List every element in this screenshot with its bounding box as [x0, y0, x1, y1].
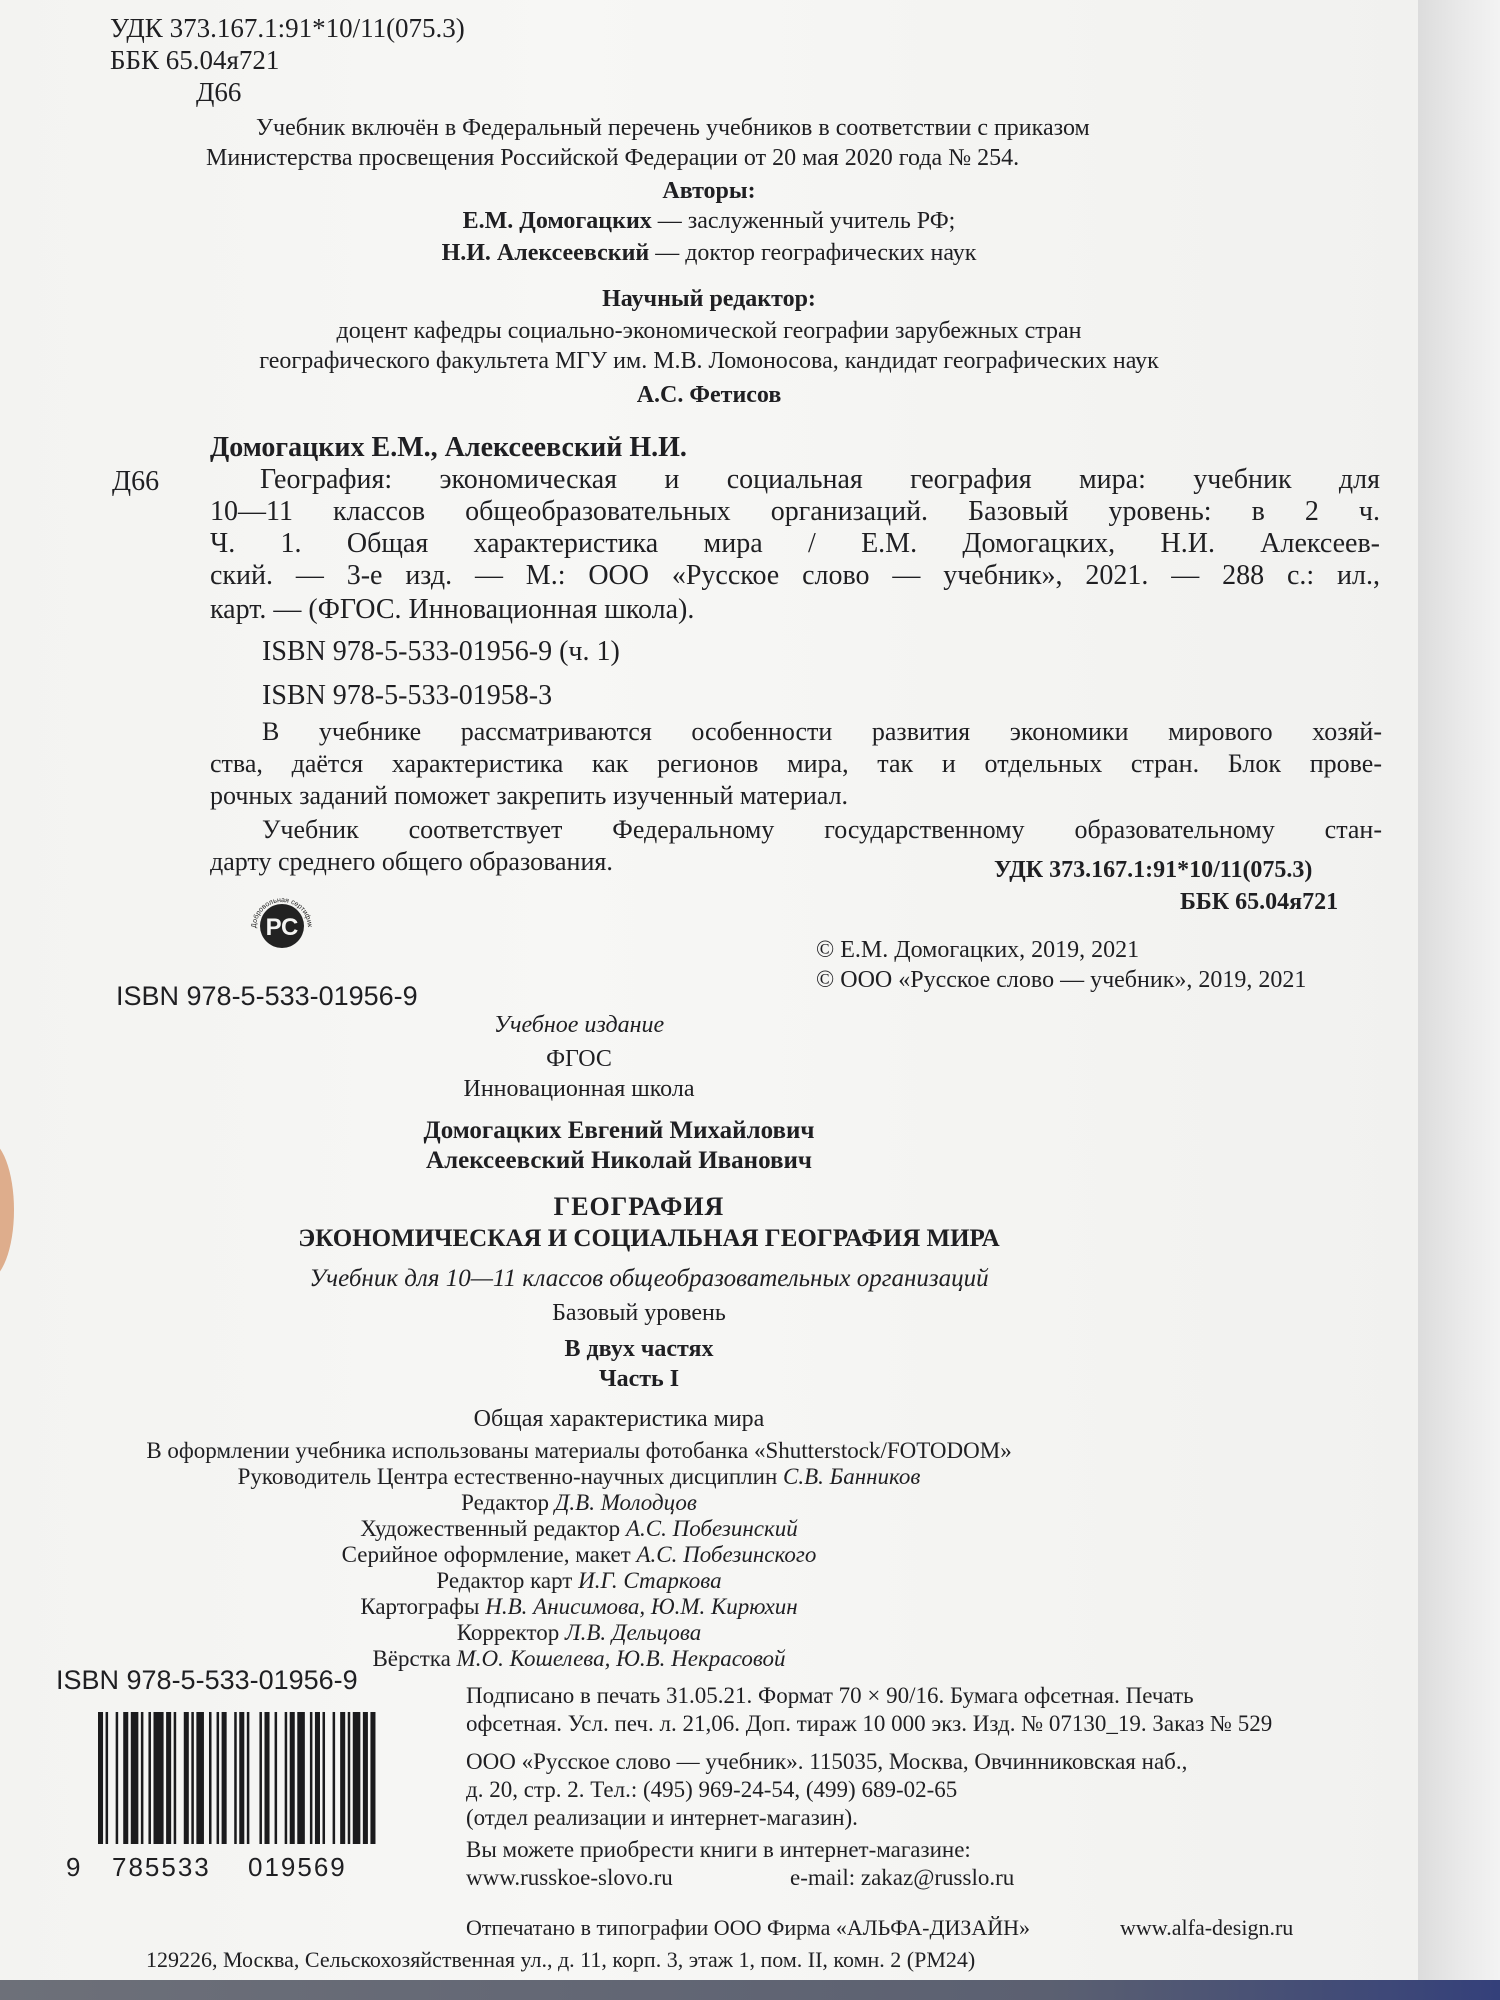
barcode-digits-right: 019569 — [248, 1852, 347, 1882]
parts-line: В двух частях — [564, 1336, 714, 1362]
barcode-digits-left: 785533 — [112, 1852, 211, 1882]
series-label: Инновационная школа — [463, 1076, 695, 1102]
editor-line: доцент кафедры социально-экономической географии зарубежных стран — [336, 318, 1082, 344]
abstract-line: ства, даётся характеристика как регионов мира, так и отдельных стран. Блок прове- — [210, 749, 1382, 778]
certification-logo — [248, 888, 316, 956]
credit-line: Редактор Д.В. Молодцов — [461, 1490, 697, 1515]
abstract-line: В учебнике рассматриваются особенности развития экономики мирового хозяй- — [262, 717, 1382, 746]
credit-line: Картографы Н.В. Анисимова, Ю.М. Кирюхин — [360, 1594, 798, 1619]
udk-code: УДК 373.167.1:91*10/11(075.3) — [110, 13, 465, 43]
level-line: Базовый уровень — [552, 1300, 726, 1326]
barcode-digit: 9 — [66, 1852, 83, 1882]
isbn-part: ISBN 978-5-533-01956-9 (ч. 1) — [262, 636, 620, 667]
publisher-line: (отдел реализации и интернет-магазин). — [466, 1805, 858, 1830]
publisher-line: д. 20, стр. 2. Тел.: (495) 969-24-54, (499) 689-02-65 — [466, 1777, 958, 1802]
cert-arc-text: Добровольная сертифик — [250, 896, 314, 929]
email-link[interactable]: e-mail: zakaz@russlo.ru — [790, 1865, 1015, 1890]
authors-heading: Авторы: — [662, 178, 756, 204]
author-name: Н.И. Алексеевский — [441, 240, 650, 266]
full-author-name: Домогацких Евгений Михайлович — [423, 1117, 815, 1144]
biblio-line: Ч. 1. Общая характеристика мира / Е.М. Домогацких, Н.И. Алексеев- — [210, 528, 1380, 559]
bbk-code: ББК 65.04я721 — [110, 45, 280, 75]
standard-line: дарту среднего общего образования. — [210, 847, 613, 876]
author-line — [0, 238, 1418, 268]
credit-line: Корректор Л.В. Дельцова — [456, 1620, 702, 1645]
website-link[interactable]: www.russkoe-slovo.ru — [466, 1865, 673, 1890]
federal-list-line: Учебник включён в Федеральный перечень учебников в соответствии с приказом — [256, 115, 1090, 141]
part-title: Общая характеристика мира — [473, 1406, 765, 1432]
print-line: Подписано в печать 31.05.21. Формат 70 × 90/16. Бумага офсетная. Печать — [466, 1683, 1194, 1708]
credit-line: Художественный редактор А.С. Побезинский — [360, 1516, 798, 1541]
book-title: ГЕОГРАФИЯ — [553, 1192, 725, 1221]
printer-site-link[interactable]: www.alfa-design.ru — [1120, 1915, 1294, 1940]
copyright-line: © Е.М. Домогацких, 2019, 2021 — [816, 937, 1140, 963]
author-line — [0, 206, 1418, 236]
book-cover-edge — [0, 1980, 1500, 2000]
credit-line: Серийное оформление, макет А.С. Побезинского — [341, 1542, 817, 1567]
printer-address: 129226, Москва, Сельскохозяйственная ул., д. 11, корп. 3, этаж 1, пом. II, комн. 2 (РМ24) — [146, 1947, 976, 1972]
copyright-line: © ООО «Русское слово — учебник», 2019, 2021 — [816, 967, 1307, 993]
author-name: Е.М. Домогацких — [462, 208, 652, 234]
credit-line: Вёрстка М.О. Кошелева, Ю.В. Некрасовой — [372, 1646, 786, 1671]
shop-line: Вы можете приобрести книги в интернет-магазине: — [466, 1837, 971, 1862]
barcode-bars — [98, 1712, 378, 1844]
author-title: — заслуженный учитель РФ; — [651, 208, 956, 234]
abstract-line: рочных заданий поможет закрепить изученный материал. — [210, 781, 849, 810]
audience-line: Учебник для 10—11 классов общеобразовательных организаций — [309, 1265, 989, 1292]
credit-line: Редактор карт И.Г. Старкова — [436, 1568, 722, 1593]
udk-code-right: УДК 373.167.1:91*10/11(075.3) — [994, 857, 1313, 883]
author-title: — доктор географических наук — [649, 240, 977, 266]
edition-type: Учебное издание — [493, 1012, 665, 1038]
book-spine — [1418, 0, 1500, 2000]
part-line: Часть I — [598, 1366, 680, 1392]
barcode-isbn: ISBN 978-5-533-01956-9 — [56, 1665, 358, 1695]
editor-name: А.С. Фетисов — [636, 382, 782, 408]
credit-line: В оформлении учебника использованы материалы фотобанка «Shutterstock/FOTODOM» — [146, 1438, 1012, 1463]
cert-glyph: РС — [265, 914, 299, 941]
full-author-name: Алексеевский Николай Иванович — [426, 1147, 812, 1174]
biblio-line: География: экономическая и социальная география мира: учебник для — [260, 464, 1380, 495]
author-code: Д66 — [196, 77, 242, 107]
editor-line: географического факультета МГУ им. М.В. Ломоносова, кандидат географических наук — [259, 348, 1159, 374]
biblio-line: 10—11 классов общеобразовательных организаций. Базовый уровень: в 2 ч. — [210, 496, 1380, 527]
editor-heading: Научный редактор: — [602, 286, 816, 312]
credit-line: Руководитель Центра естественно-научных дисциплин С.В. Банников — [237, 1464, 921, 1489]
printer-line: Отпечатано в типографии ООО Фирма «АЛЬФА-ДИЗАЙН» — [466, 1915, 1031, 1940]
isbn-set: ISBN 978-5-533-01958-3 — [262, 680, 553, 711]
biblio-line: карт. — (ФГОС. Инновационная школа). — [210, 594, 695, 625]
print-line: офсетная. Усл. печ. л. 21,06. Доп. тираж 10 000 экз. Изд. № 07130_19. Заказ № 529 — [466, 1711, 1273, 1736]
bbk-code-right: ББК 65.04я721 — [1180, 889, 1339, 915]
biblio-line: ский. — 3-е изд. — М.: ООО «Русское слово — учебник», 2021. — 288 с.: ил., — [210, 560, 1380, 591]
fgos-label: ФГОС — [546, 1046, 612, 1072]
book-subtitle: ЭКОНОМИЧЕСКАЯ И СОЦИАЛЬНАЯ ГЕОГРАФИЯ МИРА — [298, 1225, 1000, 1252]
publisher-line: ООО «Русское слово — учебник». 115035, Москва, Овчинниковская наб., — [466, 1749, 1188, 1774]
standard-line: Учебник соответствует Федеральному государственному образовательному стан- — [262, 815, 1382, 844]
biblio-code: Д66 — [112, 466, 160, 497]
isbn-barcode — [66, 1712, 378, 1882]
isbn-left: ISBN 978-5-533-01956-9 — [116, 981, 418, 1011]
federal-list-line: Министерства просвещения Российской Федерации от 20 мая 2020 года № 254. — [206, 145, 1020, 171]
biblio-authors: Домогацких Е.М., Алексеевский Н.И. — [210, 432, 687, 463]
